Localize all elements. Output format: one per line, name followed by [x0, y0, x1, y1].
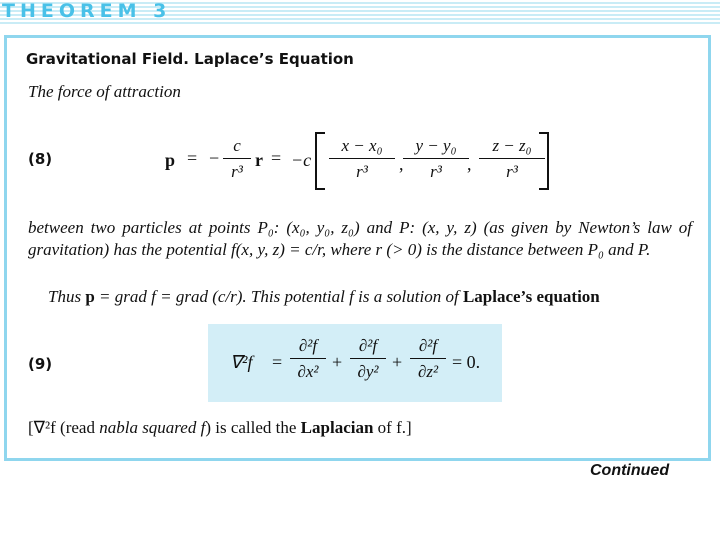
eq9-frac-z-den: ∂z²: [417, 362, 439, 381]
thus-text-b: = grad f = grad (c/r). This potential f is a solution of: [94, 287, 463, 306]
eq9-frac-y: [350, 336, 386, 382]
eq8-frac-c-den: r³: [231, 162, 243, 181]
eq8-frac-y: [403, 136, 469, 182]
eq9-frac-z-num: ∂²f: [410, 336, 446, 359]
eq8-left-bracket: [315, 132, 325, 190]
eq9-frac-y-num: ∂²f: [350, 336, 386, 359]
equation-9-number: (9): [28, 355, 53, 373]
eq8-frac-z-den: r³: [506, 162, 518, 181]
eq9-lhs: ∇²f: [230, 352, 253, 372]
thus-text-a: Thus: [48, 287, 86, 306]
eq8-frac-c: [223, 136, 251, 182]
eq9-frac-z: [410, 336, 446, 382]
eq8-right-bracket: [539, 132, 549, 190]
intro-text: The force of attraction: [28, 82, 181, 101]
lapl-italic: nabla squared f: [99, 418, 206, 437]
eq8-frac-x-num: x − x₀: [329, 136, 395, 159]
eq8-frac-y-den: r³: [430, 162, 442, 181]
paragraph-thus: [48, 287, 600, 307]
eq9-frac-x-num: ∂²f: [290, 336, 326, 359]
lapl-mid: ) is called the: [205, 418, 301, 437]
eq8-equals-2: =: [271, 148, 282, 168]
equation-8: [165, 128, 565, 192]
eq9-frac-x: [290, 336, 326, 382]
lapl-end: of f.]: [373, 418, 412, 437]
equation-8-number: (8): [28, 150, 53, 168]
eq8-frac-z: [479, 136, 545, 182]
eq9-frac-x-den: ∂x²: [297, 362, 319, 381]
eq8-frac-x-den: r³: [356, 162, 368, 181]
eq8-comma-1: ,: [399, 154, 404, 174]
laplacian-bold: Laplacian: [300, 418, 374, 437]
eq8-equals-1: =: [187, 148, 198, 168]
eq9-frac-y-den: ∂y²: [357, 362, 379, 381]
eq9-plus-1: +: [332, 352, 343, 372]
equation-9: [230, 336, 500, 392]
continued-label: Continued: [590, 462, 670, 479]
eq8-p: p: [165, 150, 176, 170]
eq8-frac-c-num: c: [223, 136, 251, 159]
equation-9-highlight: [208, 324, 502, 402]
thus-p-bold: p: [85, 287, 95, 306]
eq8-minus-1: −: [209, 148, 220, 168]
eq8-frac-y-num: y − y₀: [403, 136, 469, 159]
section-heading: Gravitational Field. Laplace’s Equation: [26, 50, 354, 68]
laplacian-note: [28, 418, 412, 438]
banner: [0, 0, 720, 26]
eq9-equals: =: [272, 352, 283, 372]
eq8-frac-x: [329, 136, 395, 182]
eq8-frac-z-num: z − z₀: [479, 136, 545, 159]
eq8-comma-2: ,: [467, 154, 472, 174]
eq8-r: r: [255, 150, 263, 170]
eq8-minus-c: −c: [291, 150, 312, 170]
eq9-plus-2: +: [392, 352, 403, 372]
paragraph-potential: between two particles at points P₀: (x₀, y₀, z₀) and P: (x, y, z) (as given by Newton’s law of gravitation) has the potential f(x, y, z) = c/r, where r (> 0) is the distance between P₀ and P.: [28, 218, 692, 259]
lapl-open: [∇²f (read: [28, 418, 100, 437]
eq9-rhs: = 0.: [452, 352, 481, 372]
banner-title: THEOREM 3: [2, 0, 172, 22]
laplace-equation-bold: Laplace’s equation: [462, 287, 600, 306]
